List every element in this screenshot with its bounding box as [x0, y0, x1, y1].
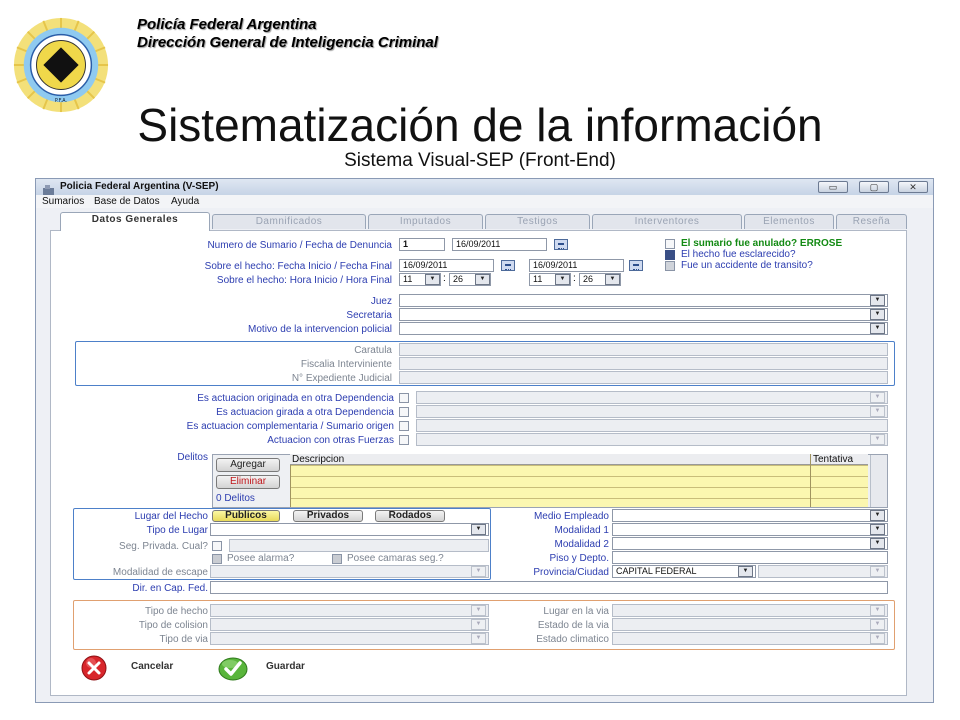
act-compl-checkbox[interactable]	[399, 421, 409, 431]
org-line-2: Dirección General de Inteligencia Criminal	[137, 34, 438, 51]
chevron-down-icon: ▼	[870, 619, 885, 630]
chevron-down-icon: ▼	[870, 434, 885, 445]
modalidad2-label: Modalidad 2	[554, 539, 609, 550]
tipo-lugar-label: Tipo de Lugar	[146, 525, 208, 536]
fiscalia-label: Fiscalia Interviniente	[300, 359, 392, 370]
camaras-label: Posee camaras seg.?	[347, 553, 444, 564]
camaras-checkbox[interactable]	[332, 554, 342, 564]
anulado-label: El sumario fue anulado? ERROSE	[681, 238, 843, 249]
estado-climatico-select	[612, 632, 888, 645]
accidente-label: Fue un accidente de transito?	[681, 260, 813, 271]
act-otra-checkbox[interactable]	[399, 393, 409, 403]
guardar-button[interactable]	[218, 655, 323, 681]
lugar-via-label: Lugar en la via	[543, 606, 609, 617]
tab-imputados[interactable]: Imputados	[368, 214, 483, 229]
esclarecido-label: El hecho fue esclarecido?	[681, 249, 796, 260]
slide-subtitle: Sistema Visual-SEP (Front-End)	[344, 150, 616, 171]
menu-base-de-datos[interactable]: Base de Datos	[94, 196, 160, 207]
expediente-label: N° Expediente Judicial	[291, 373, 392, 384]
chevron-down-icon: ▼	[870, 633, 885, 644]
act-compl-label: Es actuacion complementaria / Sumario origen	[186, 421, 394, 432]
calendar-icon[interactable]	[554, 239, 568, 250]
tab-resena[interactable]: Reseña	[836, 214, 907, 229]
act-compl-field	[416, 419, 888, 432]
juez-label: Juez	[370, 296, 392, 307]
chevron-down-icon: ▼	[471, 605, 486, 616]
cancelar-button[interactable]	[81, 655, 186, 681]
window-title: Policia Federal Argentina (V-SEP)	[60, 181, 219, 192]
esclarecido-checkbox[interactable]	[665, 250, 675, 260]
horas-hecho-label: Sobre el hecho: Hora Inicio / Hora Final	[216, 275, 392, 286]
tab-interventores[interactable]: Interventores	[592, 214, 742, 229]
fechas-hecho-label: Sobre el hecho: Fecha Inicio / Fecha Final	[204, 261, 392, 272]
tipo-via-label: Tipo de via	[159, 634, 208, 645]
chevron-down-icon[interactable]: ▼	[425, 274, 440, 285]
estado-climatico-label: Estado climatico	[536, 634, 609, 645]
act-girada-checkbox[interactable]	[399, 407, 409, 417]
ciudad-select	[758, 565, 888, 578]
juez-select[interactable]	[399, 294, 888, 307]
chevron-down-icon[interactable]: ▼	[870, 295, 885, 306]
secretaria-select[interactable]	[399, 308, 888, 321]
app-window	[35, 178, 934, 703]
tipo-hecho-select	[210, 604, 489, 617]
dir-input[interactable]	[210, 581, 888, 594]
maximize-button[interactable]: ▢	[859, 181, 889, 193]
tipo-lugar-select[interactable]	[210, 523, 489, 536]
tab-testigos[interactable]: Testigos	[485, 214, 590, 229]
provincia-label: Provincia/Ciudad	[533, 567, 609, 578]
lugar-via-select	[612, 604, 888, 617]
act-fuerzas-select	[416, 433, 888, 446]
seg-privada-field	[229, 539, 489, 552]
privados-button[interactable]: Privados	[293, 510, 363, 522]
tab-datos-generales[interactable]: Datos Generales	[60, 212, 210, 231]
act-otra-select	[416, 391, 888, 404]
modalidad1-select[interactable]	[612, 523, 888, 536]
grid-divider	[810, 454, 811, 507]
act-fuerzas-checkbox[interactable]	[399, 435, 409, 445]
piso-input[interactable]	[612, 551, 888, 564]
piso-label: Piso y Depto.	[549, 553, 609, 564]
modalidad-escape-select	[210, 565, 489, 578]
tipo-via-select	[210, 632, 489, 645]
chevron-down-icon: ▼	[471, 566, 486, 577]
estado-via-label: Estado de la via	[537, 620, 609, 631]
fecha-final-input[interactable]: 16/09/2011	[529, 259, 624, 272]
cancel-x-icon	[81, 655, 107, 686]
chevron-down-icon[interactable]: ▼	[870, 524, 885, 535]
alarma-checkbox[interactable]	[212, 554, 222, 564]
chevron-down-icon: ▼	[471, 633, 486, 644]
fecha-denuncia-input[interactable]: 16/09/2011	[452, 238, 547, 251]
act-girada-select	[416, 405, 888, 418]
app-icon	[43, 182, 54, 192]
menu-ayuda[interactable]: Ayuda	[171, 196, 200, 207]
seg-privada-checkbox[interactable]	[212, 541, 222, 551]
hora-final-h-select[interactable]: 11	[529, 273, 571, 286]
calendar-icon[interactable]	[501, 260, 515, 271]
caratula-label: Caratula	[354, 345, 392, 356]
hora-inicio-h-select[interactable]: 11	[399, 273, 441, 286]
chevron-down-icon: ▼	[870, 566, 885, 577]
chevron-down-icon: ▼	[471, 619, 486, 630]
check-icon	[218, 655, 248, 686]
secretaria-label: Secretaria	[346, 310, 392, 321]
tab-damnificados[interactable]: Damnificados	[212, 214, 366, 229]
col-descripcion: Descripcion	[292, 454, 345, 465]
medio-select[interactable]	[612, 509, 888, 522]
delitos-scrollbar[interactable]	[870, 455, 887, 507]
tab-elementos[interactable]: Elementos	[744, 214, 834, 229]
chevron-down-icon[interactable]: ▼	[870, 510, 885, 521]
slide-title: Sistematización de la información	[137, 99, 823, 151]
chevron-down-icon: ▼	[870, 392, 885, 403]
minimize-button[interactable]: ▭	[818, 181, 848, 193]
agregar-button[interactable]: Agregar	[216, 458, 280, 472]
act-otra-label: Es actuacion originada en otra Dependencia	[197, 393, 394, 404]
publicos-button[interactable]: Publicos	[212, 510, 280, 522]
numero-sumario-label: Numero de Sumario / Fecha de Denuncia	[207, 240, 392, 251]
motivo-select[interactable]	[399, 322, 888, 335]
seg-privada-label: Seg. Privada. Cual?	[119, 541, 208, 552]
hora-final-m-select[interactable]: 26	[579, 273, 621, 286]
medio-label: Medio Empleado	[533, 511, 609, 522]
modalidad2-select[interactable]	[612, 537, 888, 550]
modalidad-escape-label: Modalidad de escape	[112, 567, 208, 578]
caratula-field	[399, 343, 888, 356]
provincia-select[interactable]: CAPITAL FEDERAL	[612, 565, 756, 578]
close-button[interactable]: ✕	[898, 181, 928, 193]
dir-label: Dir. en Cap. Fed.	[132, 583, 208, 594]
act-fuerzas-label: Actuacion con otras Fuerzas	[267, 435, 394, 446]
lugar-hecho-label: Lugar del Hecho	[134, 511, 208, 522]
tipo-colision-select	[210, 618, 489, 631]
hora-inicio-m-select[interactable]: 26	[449, 273, 491, 286]
chevron-down-icon: ▼	[870, 406, 885, 417]
seal-abbr: P.F.A.	[54, 98, 68, 105]
fecha-inicio-input[interactable]: 16/09/2011	[399, 259, 494, 272]
org-line-1: Policía Federal Argentina	[137, 16, 317, 33]
accidente-checkbox[interactable]	[665, 261, 675, 271]
act-girada-label: Es actuacion girada a otra Dependencia	[216, 407, 394, 418]
anulado-checkbox[interactable]	[665, 239, 675, 249]
window-titlebar	[36, 179, 933, 195]
modalidad1-label: Modalidad 1	[554, 525, 609, 536]
time-separator: :	[443, 273, 446, 284]
delitos-count: 0 Delitos	[216, 493, 255, 504]
delitos-label: Delitos	[177, 452, 208, 463]
guardar-label: Guardar	[266, 661, 305, 672]
chevron-down-icon[interactable]: ▼	[471, 524, 486, 535]
eliminar-button[interactable]: Eliminar	[216, 475, 280, 489]
chevron-down-icon[interactable]: ▼	[738, 566, 753, 577]
tipo-hecho-label: Tipo de hecho	[144, 606, 208, 617]
menu-sumarios[interactable]: Sumarios	[42, 196, 85, 207]
motivo-label: Motivo de la intervencion policial	[248, 324, 392, 335]
chevron-down-icon[interactable]: ▼	[555, 274, 570, 285]
chevron-down-icon[interactable]: ▼	[605, 274, 620, 285]
chevron-down-icon[interactable]: ▼	[870, 323, 885, 334]
cancelar-label: Cancelar	[131, 661, 174, 672]
alarma-label: Posee alarma?	[227, 553, 295, 564]
col-tentativa: Tentativa	[813, 454, 854, 465]
chevron-down-icon[interactable]: ▼	[870, 538, 885, 549]
estado-via-select	[612, 618, 888, 631]
fiscalia-field	[399, 357, 888, 370]
rodados-button[interactable]: Rodados	[375, 510, 445, 522]
calendar-icon[interactable]	[629, 260, 643, 271]
chevron-down-icon[interactable]: ▼	[475, 274, 490, 285]
numero-sumario-input[interactable]: 1	[399, 238, 445, 251]
tipo-colision-label: Tipo de colision	[138, 620, 208, 631]
time-separator: :	[573, 273, 576, 284]
menu-bar	[36, 195, 933, 208]
delitos-grid-header	[290, 454, 868, 465]
chevron-down-icon: ▼	[870, 605, 885, 616]
chevron-down-icon[interactable]: ▼	[870, 309, 885, 320]
expediente-field	[399, 371, 888, 384]
